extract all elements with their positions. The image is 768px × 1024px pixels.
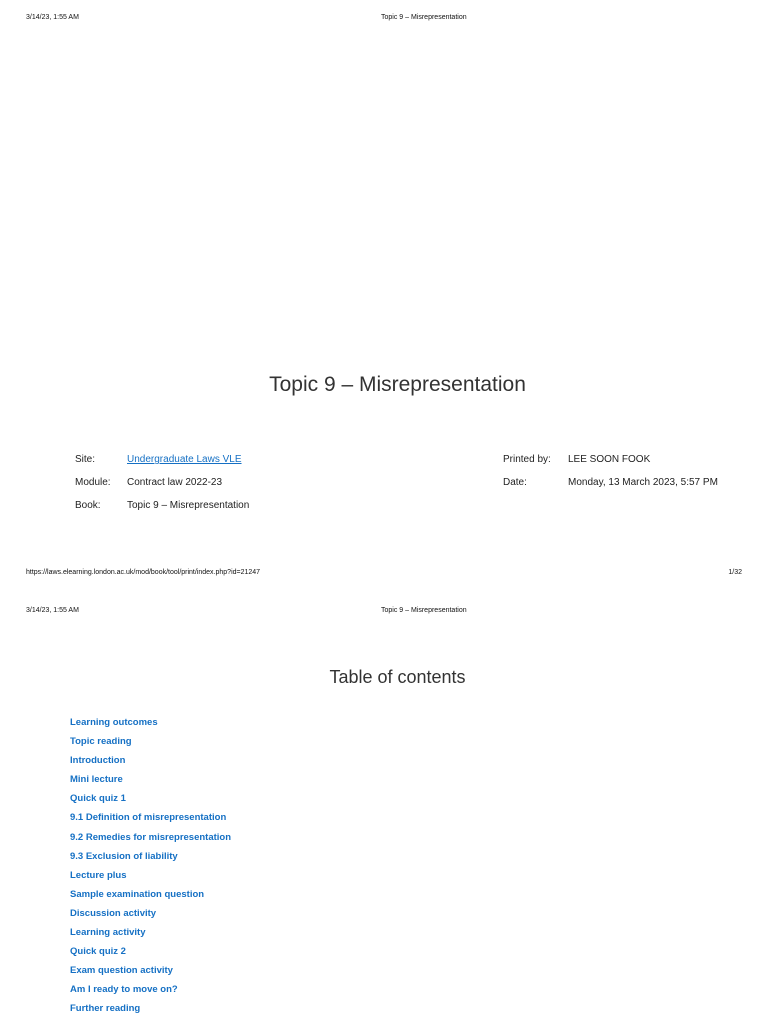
book-metadata-right	[503, 454, 763, 500]
module-label: Module:	[75, 477, 111, 488]
toc-item-learning-activity[interactable]: Learning activity	[70, 927, 146, 939]
printed-by-label: Printed by:	[503, 454, 551, 465]
toc-item-definition[interactable]: 9.1 Definition of misrepresentation	[70, 812, 227, 824]
toc-item-discussion-activity[interactable]: Discussion activity	[70, 907, 157, 919]
toc-item-ready-to-move-on[interactable]: Am I ready to move on?	[70, 984, 178, 996]
print-page-2	[0, 600, 768, 1024]
toc-item-further-reading[interactable]: Further reading	[70, 1003, 141, 1015]
toc-item-remedies[interactable]: 9.2 Remedies for misrepresentation	[70, 831, 232, 843]
date-value: Monday, 13 March 2023, 5:57 PM	[568, 477, 718, 488]
module-row	[75, 477, 475, 500]
document-title: Topic 9 – Misrepresentation	[269, 373, 526, 396]
print-datetime: 3/14/23, 1:55 AM	[26, 14, 79, 21]
toc-item-learning-outcomes[interactable]: Learning outcomes	[70, 717, 158, 728]
print-datetime: 3/14/23, 1:55 AM	[26, 607, 79, 614]
toc-item-sample-exam-question[interactable]: Sample examination question	[70, 888, 205, 900]
print-header-title: Topic 9 – Misrepresentation	[381, 14, 467, 21]
toc-item-introduction[interactable]: Introduction	[70, 755, 126, 767]
print-header-title: Topic 9 – Misrepresentation	[381, 607, 467, 614]
toc-item-quick-quiz-1[interactable]: Quick quiz 1	[70, 793, 126, 805]
toc-title: Table of contents	[329, 667, 466, 687]
print-footer-url: https://laws.elearning.london.ac.uk/mod/book/tool/print/index.php?id=21247	[26, 569, 261, 576]
toc-item-lecture-plus[interactable]: Lecture plus	[70, 869, 127, 881]
book-row	[75, 500, 475, 523]
table-of-contents	[70, 717, 231, 1023]
toc-item-quick-quiz-2[interactable]: Quick quiz 2	[70, 946, 126, 958]
toc-item-mini-lecture[interactable]: Mini lecture	[70, 774, 123, 786]
toc-item-exam-question-activity[interactable]: Exam question activity	[70, 965, 173, 977]
printed-by-value: LEE SOON FOOK	[568, 454, 651, 465]
module-value: Contract law 2022-23	[127, 477, 223, 488]
site-row	[75, 454, 475, 477]
date-row	[503, 477, 763, 500]
toc-item-exclusion[interactable]: 9.3 Exclusion of liability	[70, 850, 178, 862]
date-label: Date:	[503, 477, 527, 488]
book-label: Book:	[75, 500, 101, 511]
print-page-number: 1/32	[728, 569, 742, 576]
site-label: Site:	[75, 454, 96, 465]
book-metadata-left	[75, 454, 475, 523]
printed-by-row	[503, 454, 763, 477]
toc-item-topic-reading[interactable]: Topic reading	[70, 736, 132, 748]
book-value: Topic 9 – Misrepresentation	[127, 500, 250, 511]
site-link[interactable]: Undergraduate Laws VLE	[127, 454, 242, 465]
